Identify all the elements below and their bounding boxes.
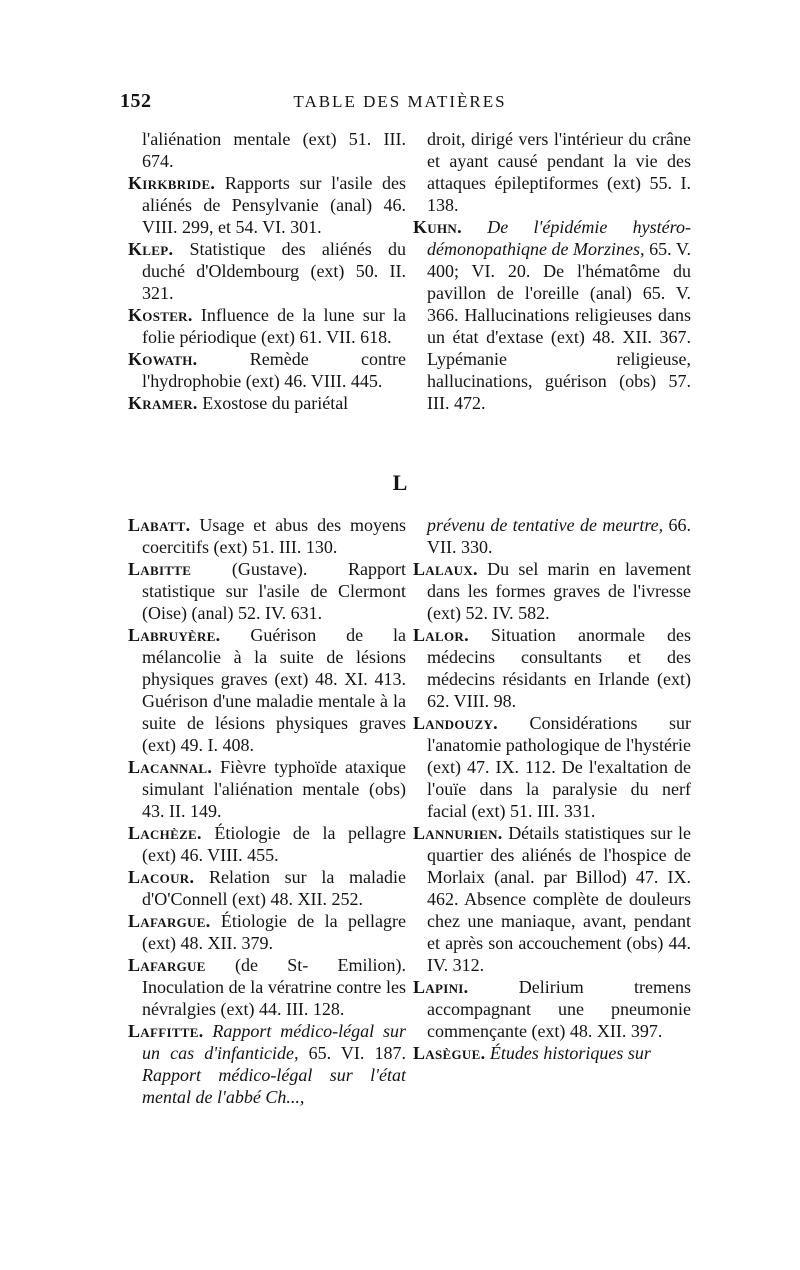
entry-text: Relation sur la maladie d'O'Connell (ext) 48. XII. 252. <box>142 867 406 909</box>
entry-text: 66. VII. 330. <box>427 515 692 557</box>
entry-title-italic: Rapport médico-légal sur un cas d'infanticide, <box>142 1021 406 1063</box>
entry-text: Considérations sur l'anatomie pathologique de l'hystérie (ext) 47. IX. 112. De l'exaltation de l'ouïe dans la paralysie du nerf facial (ext) 51. III. 331. <box>427 713 691 821</box>
column-bottom-left <box>128 514 406 1108</box>
entry-text: Fièvre typhoïde ataxique simulant l'aliénation mentale (obs) 43. II. 149. <box>142 757 406 821</box>
entry-author: Laffitte. <box>128 1021 204 1041</box>
running-title: TABLE DES MATIÈRES <box>293 92 507 111</box>
index-entry <box>128 866 406 910</box>
entry-text: droit, dirigé vers l'intérieur du crâne et ayant causé pendant la vie des attaques épileptiformes (ext) 55. I. 138. <box>427 129 691 215</box>
entry-author: Lasègue. <box>413 1043 486 1063</box>
entry-text: Remède contre l'hydrophobie (ext) 46. VIII. 445. <box>142 349 406 391</box>
entry-author: Lalor. <box>413 625 469 645</box>
index-entry <box>413 558 691 624</box>
index-entry <box>413 216 691 414</box>
index-entry <box>128 1020 406 1108</box>
entry-text: (Gustave). Rapport statistique sur l'asile de Clermont (Oise) (anal) 52. IV. 631. <box>142 559 406 623</box>
index-entry <box>413 976 691 1042</box>
entry-text: Usage et abus des moyens coercitifs (ext) 51. III. 130. <box>142 515 406 557</box>
index-entry <box>128 392 406 414</box>
entry-text: 65. VI. 187. <box>298 1043 406 1063</box>
entry-author: Lafargue. <box>128 911 211 931</box>
entry-text: (de St- Emilion). Inoculation de la vératrine contre les névralgies (ext) 44. III. 128. <box>142 955 406 1019</box>
entry-author: Lalaux. <box>413 559 478 579</box>
entry-author: Kramer. <box>128 393 198 413</box>
entry-author: Lapini. <box>413 977 469 997</box>
index-entry <box>128 954 406 1020</box>
section-letter: L <box>392 470 408 495</box>
entry-text: Rapports sur l'asile des aliénés de Pensylvanie (anal) 46. VIII. 299, et 54. VI. 301. <box>142 173 406 237</box>
entry-text: Situation anormale des médecins consultants et des médecins résidants en Irlande (ext) 62. VIII. 98. <box>427 625 691 711</box>
index-entry-continuation <box>128 128 406 172</box>
entry-author: Kowath. <box>128 349 198 369</box>
entry-author: Lannurien. <box>413 823 503 843</box>
index-entry <box>128 348 406 392</box>
entry-author: Koster. <box>128 305 193 325</box>
index-entry-continuation <box>413 128 691 216</box>
entry-text: Exostose du pariétal <box>197 393 349 413</box>
entry-author: Labruyère. <box>128 625 221 645</box>
entry-author: Lafargue <box>128 955 206 975</box>
column-top-left <box>128 128 406 414</box>
index-entry <box>128 304 406 348</box>
index-entry <box>413 822 691 976</box>
column-bottom-right <box>413 514 691 1064</box>
page-number: 152 <box>120 90 152 112</box>
entry-title-italic: De l'épidémie hystéro-démonopathiqne de Morzines, <box>427 217 691 259</box>
entry-text: Influence de la lune sur la folie périodique (ext) 61. VII. 618. <box>142 305 406 347</box>
entry-text: Statistique des aliénés du duché d'Oldembourg (ext) 50. II. 321. <box>142 239 406 303</box>
entry-author: Lacannal. <box>128 757 213 777</box>
entry-text: l'aliénation mentale (ext) 51. III. 674. <box>142 129 406 171</box>
entry-author: Labitte <box>128 559 192 579</box>
entry-author: Labatt. <box>128 515 191 535</box>
entry-title-italic: Études historiques sur <box>485 1043 651 1063</box>
entry-text: Détails statistiques sur le quartier des aliénés de l'hospice de Morlaix (anal. par Billod) 47. IX. 462. Absence complète de douleurs chez une maniaque, avant, pendant et après son accouchement (obs) 44. IV. 312. <box>427 823 691 975</box>
entry-author: Klep. <box>128 239 174 259</box>
entry-text: Étiologie de la pellagre (ext) 48. XII. 379. <box>142 911 406 953</box>
index-entry <box>128 822 406 866</box>
entry-title-italic: Rapport médico-légal sur l'état mental de l'abbé Ch..., <box>142 1065 406 1107</box>
entry-text: Guérison de la mélancolie à la suite de lésions physiques graves (ext) 48. XI. 413. Guérison d'une maladie mentale à la suite de lésions physiques graves (ext) 49. I. 408. <box>142 625 406 755</box>
index-entry <box>128 238 406 304</box>
index-entry <box>413 712 691 822</box>
index-entry <box>413 624 691 712</box>
index-entry <box>128 624 406 756</box>
entry-text: Du sel marin en lavement dans les formes graves de l'ivresse (ext) 52. IV. 582. <box>427 559 691 623</box>
entry-author: Lachèze. <box>128 823 202 843</box>
entry-author: Kirkbride. <box>128 173 216 193</box>
index-entry <box>128 514 406 558</box>
index-entry <box>128 172 406 238</box>
entry-author: Lacour. <box>128 867 195 887</box>
entry-text: Étiologie de la pellagre (ext) 46. VIII. 455. <box>142 823 406 865</box>
column-top-right <box>413 128 691 414</box>
index-entry-continuation <box>413 514 691 558</box>
entry-text: Delirium tremens accompagnant une pneumonie commençante (ext) 48. XII. 397. <box>427 977 691 1041</box>
entry-author: Landouzy. <box>413 713 498 733</box>
entry-text: 65. V. 400; VI. 20. De l'hématôme du pavillon de l'oreille (anal) 65. V. 366. Hallucinations religieuses dans un état d'extase (ext) 48. XII. 367. Lypémanie religieuse, hallucinations, guérison (obs) 57. III. 472. <box>427 239 692 413</box>
entry-author: Kuhn. <box>413 217 462 237</box>
index-entry <box>128 756 406 822</box>
index-entry <box>413 1042 691 1064</box>
index-entry <box>128 558 406 624</box>
index-entry <box>128 910 406 954</box>
entry-title-italic: prévenu de tentative de meurtre, <box>427 515 664 535</box>
